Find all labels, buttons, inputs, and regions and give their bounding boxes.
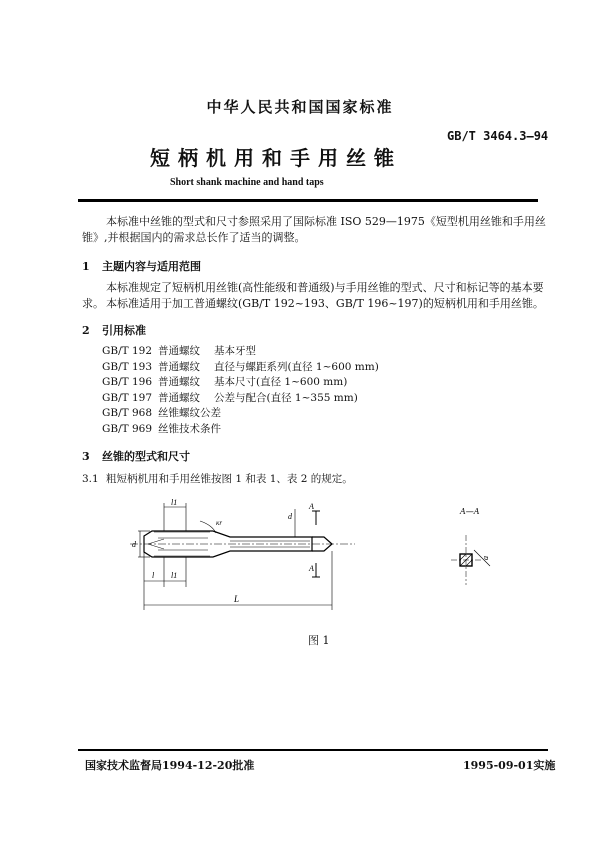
section-number: 3 — [82, 450, 90, 463]
section-2-heading — [82, 322, 146, 338]
subsection-number: 3.1 — [82, 473, 99, 485]
section-1-heading — [82, 258, 201, 274]
document-title: 短柄机用和手用丝锥 — [150, 146, 402, 170]
subsection-text: 粗短柄机用和手用丝锥按图 1 和表 1、表 2 的规定。 — [106, 473, 353, 485]
label-a: a — [481, 556, 490, 560]
section-title: 主题内容与适用范围 — [102, 260, 201, 273]
reference-title: 普通螺纹 — [158, 376, 200, 388]
section-1-paragraph-1: 本标准规定了短柄机用丝锥(高性能级和普通级)与手用丝锥的型式、尺寸和标记等的基本要求。 — [82, 281, 544, 310]
section-view-label: A—A — [460, 507, 480, 516]
reference-desc: 公差与配合(直径 1~355 mm) — [214, 391, 358, 404]
subsection-3-1 — [82, 471, 353, 486]
label-l: l — [152, 571, 155, 580]
reference-title: 普通螺纹 — [158, 345, 200, 357]
label-a-top: A — [309, 502, 314, 511]
reference-desc: 基本尺寸(直径 1~600 mm) — [214, 376, 348, 388]
section-title: 引用标准 — [102, 324, 146, 337]
reference-desc: 基本牙型 — [214, 345, 256, 357]
standard-code: GB/T 3464.3—94 — [447, 129, 549, 143]
reference-title: 丝锥技术条件 — [158, 422, 221, 435]
label-a-bottom: A — [309, 564, 314, 573]
section-number: 1 — [82, 260, 90, 273]
reference-title: 普通螺纹 — [158, 391, 200, 404]
section-number: 2 — [82, 324, 90, 337]
label-l1-bottom: l1 — [171, 571, 178, 580]
approval-note: 国家技术监督局1994-12-20批准 — [85, 759, 255, 772]
reference-item — [102, 391, 379, 407]
section-3-heading — [82, 448, 190, 464]
reference-code: GB/T 193 — [102, 360, 153, 373]
reference-list — [102, 344, 379, 437]
reference-title: 普通螺纹 — [158, 360, 200, 373]
reference-title: 丝锥螺纹公差 — [158, 407, 221, 419]
label-kr: κr — [216, 519, 223, 527]
reference-item — [102, 375, 379, 391]
reference-code: GB/T 968 — [102, 407, 153, 419]
section-title: 丝锥的型式和尺寸 — [102, 450, 190, 463]
reference-code: GB/T 196 — [102, 376, 153, 388]
implementation-date: 1995-09-01实施 — [463, 759, 556, 772]
footer-rule — [78, 749, 548, 751]
reference-item — [102, 360, 379, 376]
intro-paragraph: 本标准中丝锥的型式和尺寸参照采用了国际标准 ISO 529—1975《短型机用丝锥和手用丝锥》,并根据国内的需求总长作了适当的调整。 — [82, 215, 546, 244]
figure-caption: 图 1 — [308, 634, 330, 647]
reference-item — [102, 344, 379, 360]
tap-drawing — [120, 495, 360, 620]
document-title-english: Short shank machine and hand taps — [170, 177, 324, 188]
reference-code: GB/T 192 — [102, 345, 153, 357]
reference-code: GB/T 197 — [102, 391, 153, 404]
label-l1-top: l1 — [171, 498, 178, 507]
reference-desc: 直径与螺距系列(直径 1~600 mm) — [214, 360, 379, 373]
section-1-paragraph-2: 本标准适用于加工普通螺纹(GB/T 192~193、GB/T 196~197)的短柄机用和手用丝锥。 — [106, 297, 544, 310]
reference-item — [102, 422, 379, 438]
label-d-top: d — [288, 512, 292, 521]
reference-code: GB/T 969 — [102, 422, 153, 435]
header-rule-thin — [78, 201, 538, 202]
section-view-drawing — [446, 530, 516, 590]
reference-item — [102, 406, 379, 422]
standard-type-heading: 中华人民共和国国家标准 — [206, 98, 394, 116]
label-d-left: d — [132, 540, 136, 549]
label-L: L — [234, 594, 240, 604]
